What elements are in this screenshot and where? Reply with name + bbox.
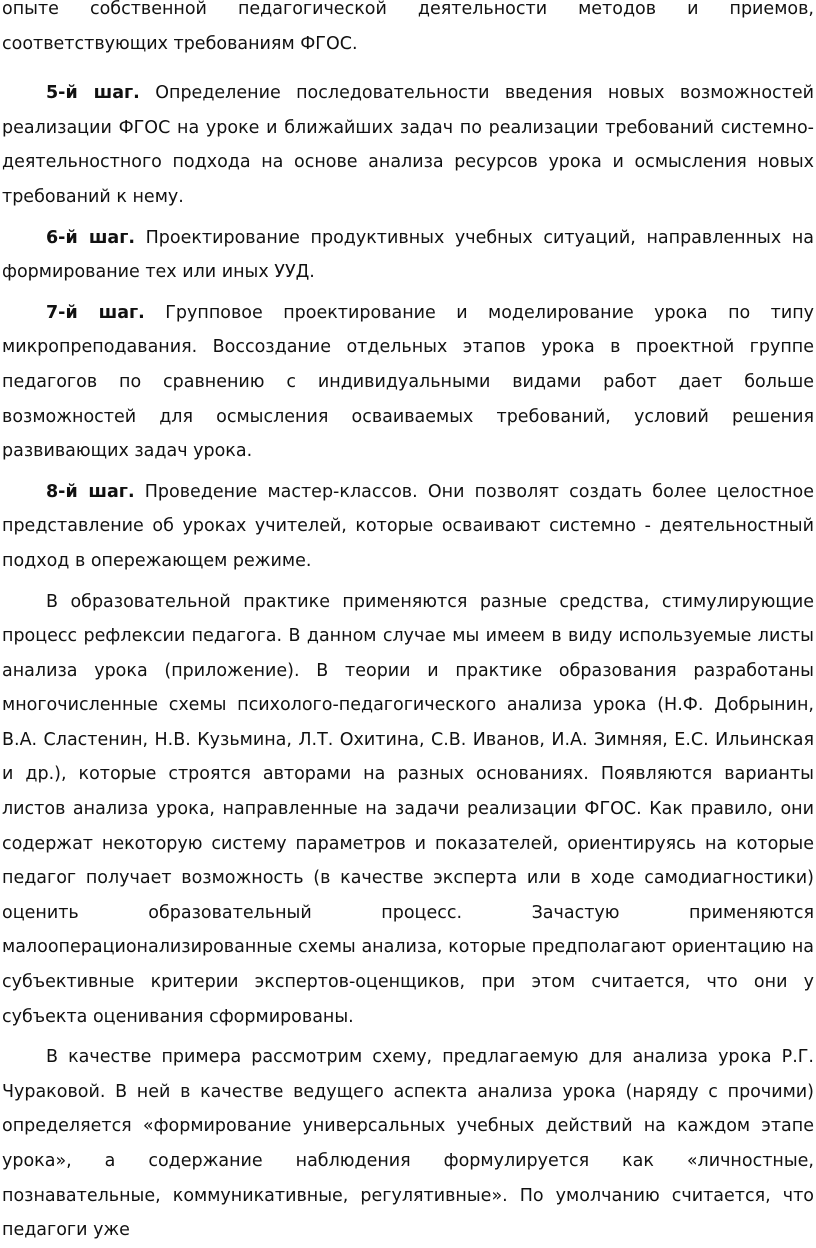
paragraph-text: Проектирование продуктивных учебных ситуаций, направленных на формирование тех или иных УУД. xyxy=(2,227,814,283)
paragraph-continuation xyxy=(2,0,814,61)
step-label: 5-й шаг. xyxy=(46,83,140,104)
paragraph-text: Определение последовательности введения новых возможностей реализации ФГОС на уроке и ближайших задач по реализации требований системно-деятельностного подхода на основе анализа ресурсов урока и осмысления новых требований к нему. xyxy=(2,83,815,207)
step-label: 8-й шаг. xyxy=(46,481,135,502)
paragraph-example-scheme xyxy=(2,1040,814,1248)
step-label: 7-й шаг. xyxy=(46,302,145,323)
paragraph-text: Групповое проектирование и моделирование урока по типу микропреподавания. Воссоздание отдельных этапов урока в проектной группе педагогов по сравнению с индивидуальными видами работ дает больше возможностей для осмысления осваиваемых требований, условий решения развивающих задач урока. xyxy=(2,302,815,462)
paragraph-text: В образовательной практике применяются разные средства, стимулирующие процесс рефлексии педагога. В данном случае мы имеем в виду используемые листы анализа урока (приложение). В теории и практике образования разработаны многочисленные схемы психолого-педагогического анализа урока (Н.Ф. Добрынин, В.А. Сластенин, Н.В. Кузьмина, Л.Т. Охитина, С.В. Иванов, И.А. Зимняя, Е.С. Ильинская и др.), которые строятся авторами на разных основаниях. Появляются варианты листов анализа урока, направленные на задачи реализации ФГОС. Как правило, они содержат некоторую систему параметров и показателей, ориентируясь на которые педагог получает возможность (в качестве эксперта или в ходе самодиагностики) оценить образовательный процесс. Зачастую применяются малооперационализированные схемы анализа, которые предполагают ориентацию на субъективные критерии экспертов-оценщиков, при этом считается, что они у субъекта оценивания сформированы. xyxy=(2,591,814,1027)
paragraph-step-5 xyxy=(2,76,814,214)
paragraph-reflection-tools xyxy=(2,585,814,1035)
paragraph-step-8 xyxy=(2,475,814,579)
paragraph-text: Проведение мастер-классов. Они позволят создать более целостное представление об уроках учителей, которые осваивают системно - деятельностный подход в опережающем режиме. xyxy=(2,481,814,571)
step-label: 6-й шаг. xyxy=(46,227,136,248)
paragraph-step-7 xyxy=(2,296,814,469)
paragraph-step-6 xyxy=(2,221,814,290)
paragraph-text: В качестве примера рассмотрим схему, предлагаемую для анализа урока Р.Г. Чураковой. В ней в качестве ведущего аспекта анализа урока (наряду с прочими) определяется «формирование универсальных учебных действий на каждом этапе урока», а содержание наблюдения формулируется как «личностные, познавательные, коммуникативные, регулятивные». По умолчанию считается, что педагоги уже xyxy=(2,1047,814,1241)
paragraph-text: опыте собственной педагогической деятельности методов и приемов, соответствующих требованиям ФГОС. xyxy=(2,0,814,54)
